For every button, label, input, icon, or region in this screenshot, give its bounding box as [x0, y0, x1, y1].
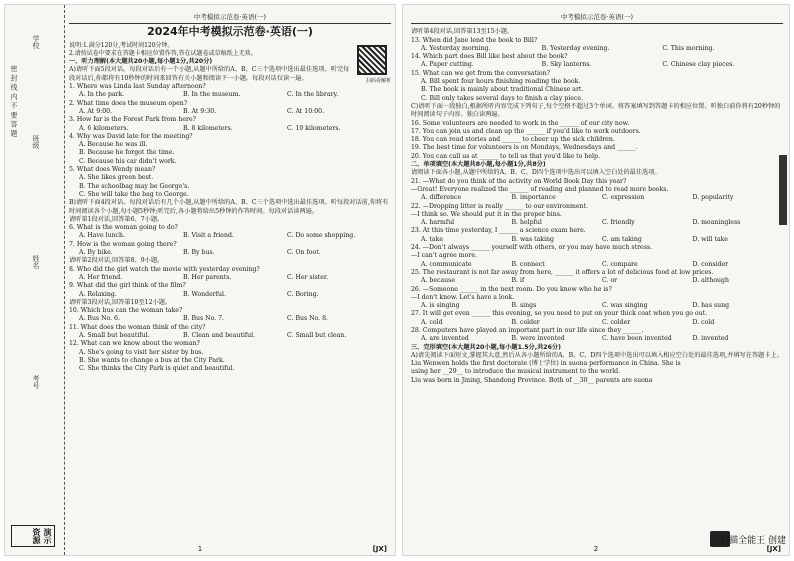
answer-options-row [411, 277, 783, 285]
section-3-instructions: A)请先阅读下面短文,掌握其大意,然后从各小题所给的A、B、C、D四个选项中选出可以填入相应空白处的最佳选项,并填写在答题卡上。 [411, 351, 783, 359]
question-stem: 23. At this time yesterday, I ______ a science exam here. [411, 227, 586, 235]
answer-options-row [69, 125, 391, 133]
exam-page-2 [402, 4, 790, 556]
answer-options-row [69, 332, 391, 340]
answer-option[interactable]: A. In the park. [79, 91, 125, 99]
running-header: 中考模拟示范卷·英语(一) [69, 5, 391, 24]
school-field: 学校 [32, 35, 40, 49]
answer-options-row [411, 335, 783, 343]
answer-option[interactable]: A. 6 kilometers. [79, 124, 129, 132]
answer-option[interactable]: B. were invented [511, 335, 565, 343]
question-stem: 2. What time does the museum open? [69, 99, 188, 107]
qr-code[interactable] [357, 45, 387, 75]
fill-blank-item: 16. Some volunteers are needed to work in the ______ of our city now. [411, 119, 630, 127]
answer-options-row [69, 291, 391, 299]
page-number: 1 [197, 545, 203, 553]
answer-option[interactable]: B. helpful [511, 219, 542, 227]
question-stem: 10. Which bus can the woman take? [69, 307, 183, 315]
question-stem: 13. When did Jane lend the book to Bill? [411, 36, 538, 44]
answer-option[interactable]: C. am taking [602, 235, 642, 243]
answer-option[interactable]: C. 10 kilometers. [287, 124, 341, 132]
answer-option[interactable]: A. harmful [421, 219, 455, 227]
question-stem: 9. What did the girl think of the film? [69, 282, 186, 290]
answer-option[interactable]: B. Bus No. 7. [183, 315, 225, 323]
answer-option[interactable]: A. Because he was ill. [79, 141, 148, 149]
answer-option[interactable]: B. By bus. [183, 249, 215, 257]
answer-option[interactable]: C. colder [602, 318, 631, 326]
question-stem: 21. —What do you think of the activity on World Book Day this year? [411, 177, 627, 185]
question-list [69, 83, 391, 199]
question-stem: 11. What does the woman think of the city? [69, 323, 206, 331]
section-1-heading: 一、听力理解(本大题共20小题,每小题1分,共20分) [69, 58, 213, 66]
answer-option[interactable]: A. Relaxing. [79, 290, 117, 298]
question-stem: 6. What is the woman going to do? [69, 224, 178, 232]
answer-option[interactable]: A. difference [421, 194, 462, 202]
answer-option[interactable]: D. cold [692, 318, 715, 326]
answer-option[interactable]: B. importance [511, 194, 556, 202]
answer-options-row [69, 232, 391, 240]
answer-option[interactable]: B. was taking [511, 235, 554, 243]
answer-option[interactable]: B. if [511, 277, 525, 285]
answer-option[interactable]: C. expression [602, 194, 645, 202]
answer-option[interactable]: C. Bill only takes several days to finish a clay piece. [421, 94, 583, 102]
region-code: [JX] [766, 545, 781, 553]
answer-options-row [411, 194, 783, 202]
listening-prompt: 请听第2段对话,回答第8、9小题。 [69, 257, 164, 265]
passage-line: Liu was born in Jining, Shandong Province. Both of __30__ parents are suona [411, 376, 653, 384]
answer-option[interactable]: A. Yesterday morning. [421, 44, 491, 52]
fill-blank-item: 19. The best time for volunteers is on Mondays, Wednesdays and ______. [411, 144, 638, 152]
answer-option[interactable]: B. 8 kilometers. [183, 124, 233, 132]
answer-options-row [411, 302, 783, 310]
question-stem: 28. Computers have played an important part in our life since they ______. [411, 326, 644, 334]
question-stem: 12. What can we know about the woman? [69, 340, 200, 348]
answer-option[interactable]: C. Bus No. 8. [287, 315, 328, 323]
section-1a-instructions: A)请听下面5段对话。每段对话后有一个小题,从题中所给的A、B、C三个选项中选出最佳选项。听完每段对话后,你都将有10秒钟的时间来回答有关小题和阅读下一小题。每段对话仅读一遍。 [69, 66, 350, 82]
question-stem-line-2: —I can't agree more. [411, 252, 477, 260]
answer-option[interactable]: A. At 9:00. [79, 107, 113, 115]
answer-option[interactable]: B. The book is mainly about traditional Chinese art. [421, 86, 584, 94]
answer-option[interactable]: C. Her sister. [287, 273, 329, 281]
answer-option[interactable]: A. By bike. [79, 249, 113, 257]
question-stem: 26. —Someone ______ in the next room. Do you know who he is? [411, 285, 612, 293]
answer-option[interactable]: D. has sung [692, 302, 730, 310]
passage-line: using her __29__ to introduce the musical instrument to the world. [411, 368, 621, 376]
answer-options-row [69, 315, 391, 323]
answer-option[interactable]: B. connect [511, 260, 545, 268]
answer-option[interactable]: B. Wonderful. [183, 290, 226, 298]
answer-option[interactable]: A. Her friend. [79, 273, 123, 281]
seal-line-text: 密 封 线 内 不 要 答 题 [10, 65, 18, 137]
section-2-heading: 二、单项填空(本大题共8小题,每小题1分,共8分) [411, 161, 546, 169]
passage-line: Liu Wenwen holds the first doctorate (博士学位) in suona performance in China. She is [411, 360, 681, 368]
fill-blank-item: 18. You can read stories and ______ to cheer up the sick children. [411, 136, 615, 144]
cloze-passage [411, 360, 783, 385]
answer-option[interactable]: B. Yesterday evening. [541, 44, 610, 52]
question-stem-line-2: —Great! Everyone realized the ______ of reading and planned to read more books. [411, 185, 669, 193]
instruction-note-1: 说明:1.满分120分,考试时间120分钟。 [69, 41, 174, 49]
answer-option[interactable]: C. She thinks the City Park is quiet and beautiful. [79, 365, 235, 373]
answer-option[interactable]: C. Do some shopping. [287, 232, 356, 240]
answer-option[interactable]: C. or [602, 277, 618, 285]
answer-option[interactable]: A. Bill spent four hours finishing reading the book. [421, 78, 581, 86]
answer-option[interactable]: A. Paper cutting. [421, 61, 474, 69]
question-stem: 24. —Don't always ______ yourself with others, or you may have much stress. [411, 244, 653, 252]
listening-prompt: 请听第4段对话,回答第13至15小题。 [411, 28, 514, 36]
answer-option[interactable]: A. because [421, 277, 456, 285]
answer-option[interactable]: A. take [421, 235, 443, 243]
answer-option[interactable]: C. Chinese clay pieces. [662, 61, 735, 69]
scanner-watermark: 扫描全能王 创建 [720, 536, 786, 546]
answer-option[interactable]: D. meaningless [692, 219, 741, 227]
section-1c-instructions: C)请听下面一段独白,根据所听内容完成下列句子,每个空格不超过3个单词。将答案填写到答题卡的相应位置。听独白前你将有20秒钟的时间阅读句子内容。独白读两遍。 [411, 102, 781, 119]
question-stem: 7. How is the woman going there? [69, 240, 177, 248]
question-stem: 14. Which part does Bill like best about the book? [411, 53, 568, 61]
answer-options-row [69, 91, 391, 99]
answer-option[interactable]: B. Visit a friend. [183, 232, 234, 240]
question-list [411, 178, 783, 344]
question-stem: 3. How far is the Forest Park from here? [69, 116, 196, 124]
answer-option[interactable]: B. Her parents. [183, 273, 232, 281]
listening-prompt: 请听第3段对话,回答第10至12小题。 [69, 298, 172, 306]
answer-option[interactable]: A. is singing [421, 302, 460, 310]
question-stem: 4. Why was David late for the meeting? [69, 132, 193, 140]
fill-blank-item: 20. You can call us at ______ to tell us that you'd like to help. [411, 152, 600, 160]
exam-title: 2024年中考模拟示范卷·英语(一) [147, 25, 313, 39]
answer-options-row [69, 108, 391, 116]
answer-option[interactable]: D. popularity [692, 194, 734, 202]
answer-option[interactable]: C. was singing [602, 302, 648, 310]
answer-option[interactable]: A. are invented [421, 335, 469, 343]
answer-option[interactable]: A. She likes green best. [79, 174, 154, 182]
page2-content [411, 5, 783, 385]
answer-option[interactable]: C. Boring. [287, 290, 319, 298]
question-stem: 27. It will get even ______ this evening, so you need to put on your thick coat when you go out. [411, 310, 708, 318]
question-stem: 15. What can we get from the conversation? [411, 69, 550, 77]
question-stem-line-2: —I think so. We should put it in the proper bins. [411, 210, 562, 218]
answer-option[interactable]: B. The schoolbag may be George's. [79, 182, 190, 190]
answer-option[interactable]: B. colder [511, 318, 540, 326]
question-stem: 25. The restaurant is not far away from here, ______ it offers a lot of delicious food at low prices. [411, 268, 714, 276]
answer-option[interactable]: C. friendly [602, 219, 635, 227]
answer-option[interactable]: C. She will take the bag to George. [79, 190, 189, 198]
class-field: 班级 [32, 135, 40, 149]
answer-option[interactable]: C. compare [602, 260, 638, 268]
demo-stamp: 演示资源 [11, 525, 55, 547]
question-list [411, 37, 783, 103]
question-list [69, 266, 391, 299]
answer-option[interactable]: A. communicate [421, 260, 472, 268]
answer-option[interactable]: B. Because he forgot the time. [79, 149, 175, 157]
answer-option[interactable]: B. In the museum. [183, 91, 241, 99]
instruction-note-2: 2.请按试卷中要求在答题卡相应位置作答,答在试题卷或草稿纸上无效。 [69, 49, 257, 57]
question-stem: 8. Who did the girl watch the movie with yesterday evening? [69, 265, 260, 273]
answer-option[interactable]: B. She wants to change a bus at the City Park. [79, 356, 225, 364]
scan-edge-mark [779, 155, 787, 225]
answer-options-row [411, 61, 783, 69]
answer-option[interactable]: C. On foot. [287, 249, 321, 257]
answer-option[interactable]: A. Bus No. 6. [79, 315, 120, 323]
answer-option[interactable]: B. At 9:30. [183, 107, 217, 115]
page-number: 2 [593, 545, 599, 553]
answer-option[interactable]: A. cold [421, 318, 443, 326]
name-field: 姓名 [32, 255, 40, 269]
answer-option[interactable]: B. Clean and beautiful. [183, 331, 256, 339]
answer-option[interactable]: C. At 10:00. [287, 107, 325, 115]
region-code: [JX] [372, 545, 387, 553]
qr-caption: 扫码看解析 [365, 78, 391, 84]
answer-options-row [411, 236, 783, 244]
answer-option[interactable]: D. will take [692, 235, 728, 243]
question-stem-line-2: —I don't know. Let's have a look. [411, 293, 515, 301]
answer-option[interactable]: A. Have lunch. [79, 232, 125, 240]
question-list [69, 224, 391, 257]
answer-options-row [411, 219, 783, 227]
answer-option[interactable]: B. sings [511, 302, 537, 310]
section-2-instructions: 请阅读下面各小题,从题中所给的A、B、C、D四个选项中选出可以填入空白处的最佳选项。 [411, 169, 661, 177]
page1-content [69, 5, 391, 373]
answer-options-row [69, 274, 391, 282]
question-stem: 22. —Dropping litter is really ______ to our environment. [411, 202, 588, 210]
running-header: 中考模拟示范卷·英语(一) [411, 5, 783, 24]
answer-option[interactable]: C. This morning. [662, 44, 715, 52]
question-list [69, 307, 391, 373]
answer-option[interactable]: C. In the library. [287, 91, 339, 99]
binding-margin [5, 5, 65, 555]
answer-option[interactable]: C. Because his car didn't work. [79, 157, 177, 165]
exam-page-1 [4, 4, 396, 556]
question-stem: 1. Where was Linda last Sunday afternoon? [69, 83, 206, 91]
question-stem: 5. What does Wendy mean? [69, 166, 156, 174]
answer-option[interactable]: A. She's going to visit her sister by bus. [79, 348, 204, 356]
answer-option[interactable]: D. although [692, 277, 729, 285]
answer-option[interactable]: C. Small but clean. [287, 331, 347, 339]
exam-no-field: 考号 [32, 375, 40, 389]
section-1b-instructions: B)请听下面4段对话。每段对话后有几个小题,从题中所给的A、B、C三个选项中选出最佳选项。听每段对话前,你将有时间阅读各个小题,每小题5秒钟;听完后,各小题将给出5秒钟的作答时间。每段对话读两遍。 [69, 199, 389, 215]
answer-option[interactable]: D. consider [692, 260, 729, 268]
answer-options-row [411, 45, 783, 53]
answer-options-row [411, 261, 783, 269]
answer-option[interactable]: D. invented [692, 335, 729, 343]
answer-option[interactable]: C. have been invented [602, 335, 672, 343]
section-3-heading: 三、完形填空(本大题共20小题,每小题1.5分,共26分) [411, 343, 561, 351]
answer-option[interactable]: B. Sky lanterns. [541, 61, 592, 69]
listening-prompt: 请听第1段对话,回答第6、7小题。 [69, 215, 164, 223]
answer-options-row [411, 319, 783, 327]
fill-blank-list [411, 120, 783, 161]
fill-blank-item: 17. You can join us and clean up the ______ if you'd like to work outdoors. [411, 127, 641, 135]
answer-option[interactable]: A. Small but beautiful. [79, 331, 150, 339]
